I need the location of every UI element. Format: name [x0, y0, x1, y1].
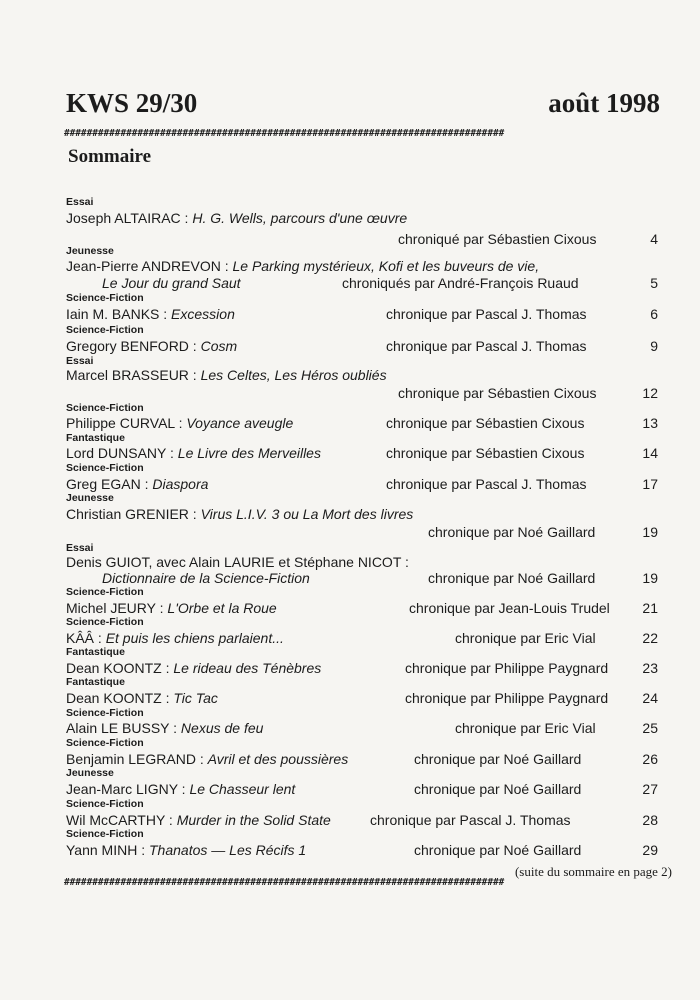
page-number: 19: [642, 524, 658, 540]
page-number: 26: [642, 751, 658, 767]
author: Greg EGAN: [66, 476, 141, 492]
reviewer: chronique par Sébastien Cixous: [386, 445, 585, 461]
page-number: 17: [642, 476, 658, 492]
author: Philippe CURVAL: [66, 415, 175, 431]
separator: :: [140, 476, 153, 492]
category-label: Essai: [66, 355, 94, 367]
author: Wil McCARTHY: [66, 812, 166, 828]
author: Gregory BENFORD: [66, 338, 189, 354]
reviewer: chronique par Philippe Paygnard: [405, 660, 609, 676]
category-label: Science-Fiction: [66, 324, 144, 336]
page-number: 24: [642, 690, 658, 706]
author: Benjamin LEGRAND: [66, 751, 196, 767]
author: Joseph ALTAIRAC: [66, 210, 181, 226]
work-title: Avril et des poussières: [207, 751, 349, 767]
work-title: Le Livre des Merveilles: [177, 445, 321, 461]
reviewer: chronique par Philippe Paygnard: [405, 690, 609, 706]
reviewer: chronique par Pascal J. Thomas: [386, 476, 587, 492]
page-number: 29: [642, 842, 658, 858]
reviewer: chronique par Sébastien Cixous: [386, 415, 585, 431]
work-title: Murder in the Solid State: [176, 812, 331, 828]
reviewer: chronique par Eric Vial: [455, 630, 596, 646]
category-label: Fantastique: [66, 646, 125, 658]
issue-date: août 1998: [548, 88, 660, 118]
continuation-note: (suite du sommaire en page 2): [514, 864, 672, 879]
category-label: Fantastique: [66, 676, 125, 688]
page-number: 13: [642, 415, 658, 431]
work-title: L'Orbe et la Roue: [167, 600, 277, 616]
reviewer: chronique par Noé Gaillard: [428, 570, 596, 586]
category-label: Science-Fiction: [66, 616, 144, 628]
separator: :: [94, 630, 106, 646]
author: Alain LE BUSSY: [66, 720, 170, 736]
work-title: Les Celtes, Les Héros oubliés: [200, 367, 387, 383]
author: Dean KOONTZ: [66, 660, 162, 676]
author: Dean KOONTZ: [66, 690, 162, 706]
work-title: Le Chasseur lent: [189, 781, 296, 797]
page-number: 14: [642, 445, 658, 461]
reviewer: chronique par Pascal J. Thomas: [370, 812, 571, 828]
reviewer: chronique par Eric Vial: [455, 720, 596, 736]
work-title: Excession: [171, 306, 235, 322]
category-label: Science-Fiction: [66, 402, 144, 414]
page-number: 19: [642, 570, 658, 586]
work-title: H. G. Wells, parcours d'une œuvre: [192, 210, 408, 226]
category-label: Essai: [66, 542, 94, 554]
separator: :: [159, 306, 172, 322]
separator: :: [195, 751, 208, 767]
category-label: Science-Fiction: [66, 828, 144, 840]
reviewer: chroniqués par André-François Ruaud: [342, 275, 579, 291]
page-number: 12: [642, 385, 658, 401]
category-label: Science-Fiction: [66, 798, 144, 810]
category-label: Science-Fiction: [66, 707, 144, 719]
work-title: Le rideau des Ténèbres: [173, 660, 322, 676]
page-number: 23: [642, 660, 658, 676]
reviewer: chronique par Noé Gaillard: [428, 524, 596, 540]
separator: :: [188, 367, 201, 383]
category-label: Science-Fiction: [66, 462, 144, 474]
page-number: 5: [650, 275, 658, 291]
reviewer: chronique par Pascal J. Thomas: [386, 338, 587, 354]
work-title: Nexus de feu: [180, 720, 264, 736]
work-title-continued: Le Jour du grand Saut: [102, 275, 241, 291]
separator: :: [165, 812, 177, 828]
reviewer: chronique par Noé Gaillard: [414, 842, 582, 858]
separator: :: [169, 720, 181, 736]
separator: :: [161, 690, 174, 706]
reviewer: chronique par Noé Gaillard: [414, 751, 582, 767]
separator: :: [188, 506, 201, 522]
reviewer: chronique par Pascal J. Thomas: [386, 306, 587, 322]
category-label: Fantastique: [66, 432, 125, 444]
work-title: Thanatos — Les Récifs 1: [149, 842, 307, 858]
work-title: Virus L.I.V. 3 ou La Mort des livres: [200, 506, 414, 522]
work-title: Le Parking mystérieux, Kofi et les buveurs de vie,: [232, 258, 540, 274]
separator: :: [137, 842, 149, 858]
category-label: Jeunesse: [66, 767, 114, 779]
page-number: 21: [642, 600, 658, 616]
category-label: Science-Fiction: [66, 292, 144, 304]
separator: :: [166, 445, 178, 461]
separator: :: [177, 781, 190, 797]
reviewer: chronique par Sébastien Cixous: [398, 385, 597, 401]
page-number: 4: [650, 231, 658, 247]
author: Yann MINH: [66, 842, 138, 858]
separator: :: [161, 660, 174, 676]
category-label: Essai: [66, 196, 94, 208]
reviewer: chroniqué par Sébastien Cixous: [398, 231, 597, 247]
work-title: Diaspora: [152, 476, 209, 492]
work-title: Tic Tac: [173, 690, 218, 706]
page-number: 22: [642, 630, 658, 646]
separator: :: [174, 415, 187, 431]
page-number: 9: [650, 338, 658, 354]
author: Marcel BRASSEUR: [66, 367, 189, 383]
work-title: Dictionnaire de la Science-Fiction: [102, 570, 310, 586]
separator: :: [220, 258, 233, 274]
author: Michel JEURY: [66, 600, 156, 616]
author: Denis GUIOT, avec Alain LAURIE et Stéphane NICOT :: [66, 554, 409, 570]
author: KÂÂ: [66, 630, 95, 646]
issue-number: KWS 29/30: [66, 88, 198, 118]
author: Iain M. BANKS: [66, 306, 160, 322]
separator: :: [180, 210, 193, 226]
category-label: Jeunesse: [66, 492, 114, 504]
separator: :: [155, 600, 168, 616]
page-number: 28: [642, 812, 658, 828]
author: Christian GRENIER: [66, 506, 189, 522]
page-number: 25: [642, 720, 658, 736]
author: Jean-Marc LIGNY: [66, 781, 178, 797]
category-label: Jeunesse: [66, 245, 114, 257]
reviewer: chronique par Jean-Louis Trudel: [409, 600, 610, 616]
section-title: Sommaire: [68, 146, 152, 167]
page-number: 6: [650, 306, 658, 322]
page-number: 27: [642, 781, 658, 797]
hash-rule-bottom: ##############################################################################: [64, 877, 505, 888]
category-label: Science-Fiction: [66, 737, 144, 749]
work-title: Et puis les chiens parlaient...: [105, 630, 284, 646]
work-title: Cosm: [200, 338, 238, 354]
author: Lord DUNSANY: [66, 445, 167, 461]
separator: :: [188, 338, 201, 354]
hash-rule-top: ##############################################################################: [64, 128, 505, 139]
author: Jean-Pierre ANDREVON: [66, 258, 221, 274]
work-title: Voyance aveugle: [186, 415, 294, 431]
reviewer: chronique par Noé Gaillard: [414, 781, 582, 797]
category-label: Science-Fiction: [66, 586, 144, 598]
